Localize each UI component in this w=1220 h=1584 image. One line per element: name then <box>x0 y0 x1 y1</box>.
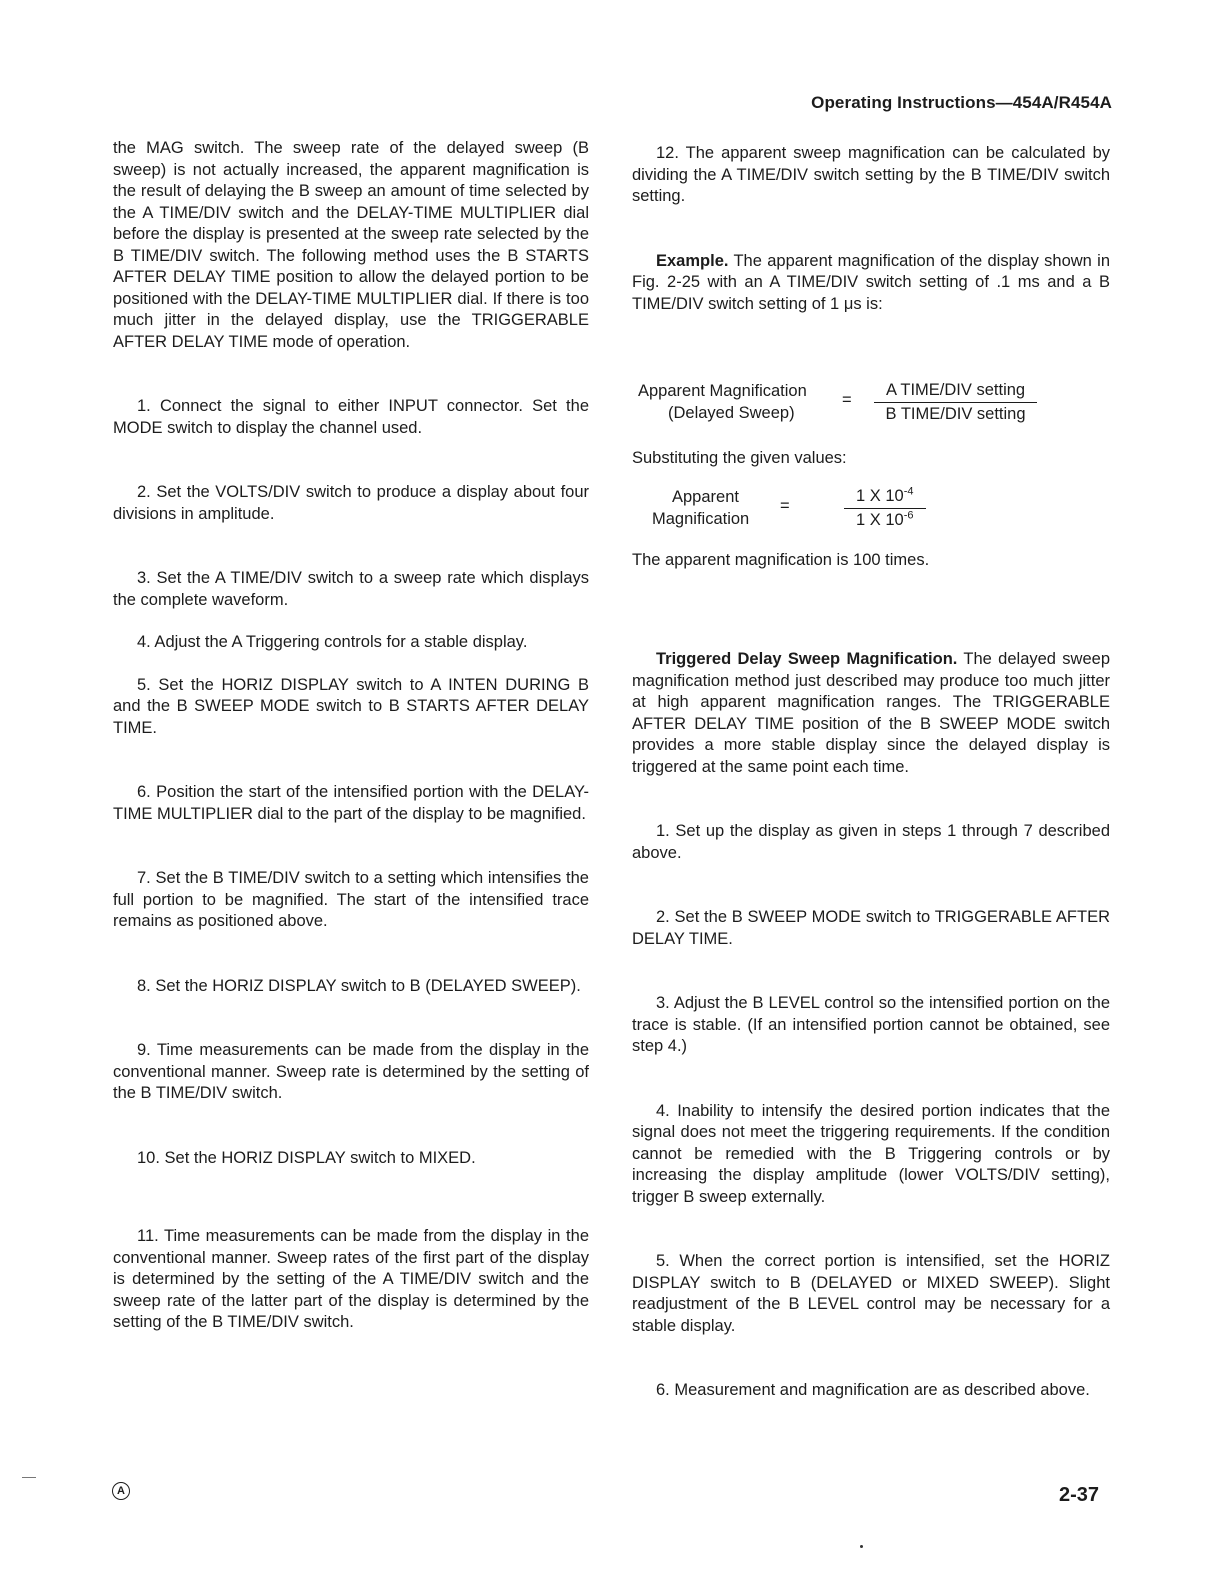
triggered-step-2: 2. Set the B SWEEP MODE switch to TRIGGERABLE AFTER DELAY TIME. <box>632 908 1110 948</box>
triggered-delay-text: The delayed sweep magnification method just described may produce too much jitter at high apparent magnification ranges. The TRIGGERABLE AFTER DELAY TIME position of the B SWEEP MODE switch provides a more stable display since the delayed display is triggered at the same point each time. <box>632 650 1110 776</box>
example-text-end: is: <box>861 294 883 313</box>
step-6: 6. Position the start of the intensified portion with the DELAY-TIME MULTIPLIER dial to the part of the display to be magnified. <box>113 783 589 823</box>
substituted-label <box>652 486 749 530</box>
triggered-step-4: 4. Inability to intensify the desired portion indicates that the signal does not meet the triggering requirements. If the condition cannot be remedied with the B Triggering controls or by increasing the display amplitude (lower VOLTS/DIV setting), trigger B sweep externally. <box>632 1101 1110 1206</box>
step-3: 3. Set the A TIME/DIV switch to a sweep rate which displays the complete waveform. <box>113 569 589 609</box>
triggered-step-3: 3. Adjust the B LEVEL control so the intensified portion on the trace is stable. (If an intensified portion cannot be obtained, see step 4.) <box>632 994 1110 1055</box>
magnification-formula <box>632 380 1110 430</box>
step-1: 1. Connect the signal to either INPUT connector. Set the MODE switch to display the channel used. <box>113 397 589 437</box>
step-8: 8. Set the HORIZ DISPLAY switch to B (DELAYED SWEEP). <box>137 976 581 995</box>
substituted-denominator <box>844 509 926 531</box>
step-5: 5. Set the HORIZ DISPLAY switch to A INTEN DURING B and the B SWEEP MODE switch to B STARTS AFTER DELAY TIME. <box>113 675 589 737</box>
margin-mark <box>22 1477 36 1478</box>
triggered-step-6: 6. Measurement and magnification are as described above. <box>656 1381 1090 1399</box>
denominator-base: 1 X 10 <box>856 510 904 529</box>
triggered-step-1: 1. Set up the display as given in steps 1 through 7 described above. <box>632 822 1110 862</box>
step-2: 2. Set the VOLTS/DIV switch to produce a display about four divisions in amplitude. <box>113 483 589 523</box>
substituted-numerator <box>844 486 926 509</box>
formula-fraction <box>874 380 1037 425</box>
substituted-label-line-2: Magnification <box>652 509 750 528</box>
fraction-denominator: B TIME/DIV setting <box>885 405 1026 423</box>
circled-a-symbol: A <box>112 1482 130 1500</box>
substituted-formula <box>632 486 1110 536</box>
example-paragraph <box>632 251 1110 316</box>
scan-speck <box>860 1545 863 1548</box>
step-7: 7. Set the B TIME/DIV switch to a setting which intensifies the full portion to be magnified. The start of the intensified trace remains as positioned above. <box>113 869 589 930</box>
substituted-label-line-1: Apparent <box>672 487 739 506</box>
triggered-delay-paragraph <box>632 649 1110 778</box>
micro-second-unit: μs <box>843 294 862 313</box>
right-column <box>632 143 1110 1402</box>
equals-sign: = <box>842 391 852 409</box>
triggered-step-5: 5. When the correct portion is intensified, set the HORIZ DISPLAY switch to B (DELAYED or MIXED SWEEP). Slight readjustment of the B LEVEL control may be necessary for a stable display. <box>632 1252 1110 1335</box>
page-header: Operating Instructions—454A/R454A <box>811 93 1112 112</box>
step-10: 10. Set the HORIZ DISPLAY switch to MIXED. <box>137 1148 476 1167</box>
page-number: 2-37 <box>1058 1484 1099 1506</box>
left-column <box>113 138 589 1334</box>
formula-label-line-2: (Delayed Sweep) <box>668 404 795 422</box>
formula-label-line-1: Apparent Magnification <box>638 382 807 400</box>
numerator-exponent: -4 <box>903 485 914 497</box>
triggered-delay-lead: Triggered Delay Sweep Magnification. <box>656 650 958 668</box>
intro-paragraph: the MAG switch. The sweep rate of the delayed sweep (B sweep) is not actually increased, the apparent magnification is the result of delaying the B sweep an amount of time selected by the A TIME/DIV switch and the DELAY-TIME MULTIPLIER dial before the display is presented at the sweep rate selected by the B TIME/DIV switch. The following method uses the B STARTS AFTER DELAY TIME position to allow the delayed portion to be positioned with the DELAY-TIME MULTIPLIER dial. If there is too much jitter in the delayed display, use the TRIGGERABLE AFTER DELAY TIME mode of operation. <box>113 139 589 351</box>
substituted-equals-sign: = <box>780 496 790 515</box>
example-lead: Example. <box>656 251 729 270</box>
step-11: 11. Time measurements can be made from the display in the conventional manner. Sweep rates of the first part of the display is determined by the setting of the A TIME/DIV switch and the sweep rate of the latter part of the display is determined by the setting of the B TIME/DIV switch. <box>113 1227 589 1331</box>
step-9: 9. Time measurements can be made from the display in the conventional manner. Sweep rate is determined by the setting of the B TIME/DIV switch. <box>113 1041 589 1102</box>
numerator-base: 1 X 10 <box>856 486 904 505</box>
formula-label <box>638 380 807 424</box>
step-4: 4. Adjust the A Triggering controls for a stable display. <box>137 633 528 651</box>
substituting-text: Substituting the given values: <box>632 449 847 467</box>
denominator-exponent: -6 <box>903 509 914 521</box>
fraction-numerator: A TIME/DIV setting <box>874 380 1037 403</box>
example-text: The apparent magnification of the display shown in Fig. 2-25 with an A TIME/DIV switch setting of .1 ms and a B TIME/DIV switch setting of 1 <box>632 251 1110 313</box>
step-12: 12. The apparent sweep magnification can be calculated by dividing the A TIME/DIV switch setting by the B TIME/DIV switch setting. <box>632 144 1110 205</box>
result-text: The apparent magnification is 100 times. <box>632 550 930 569</box>
substituted-fraction <box>844 486 926 531</box>
